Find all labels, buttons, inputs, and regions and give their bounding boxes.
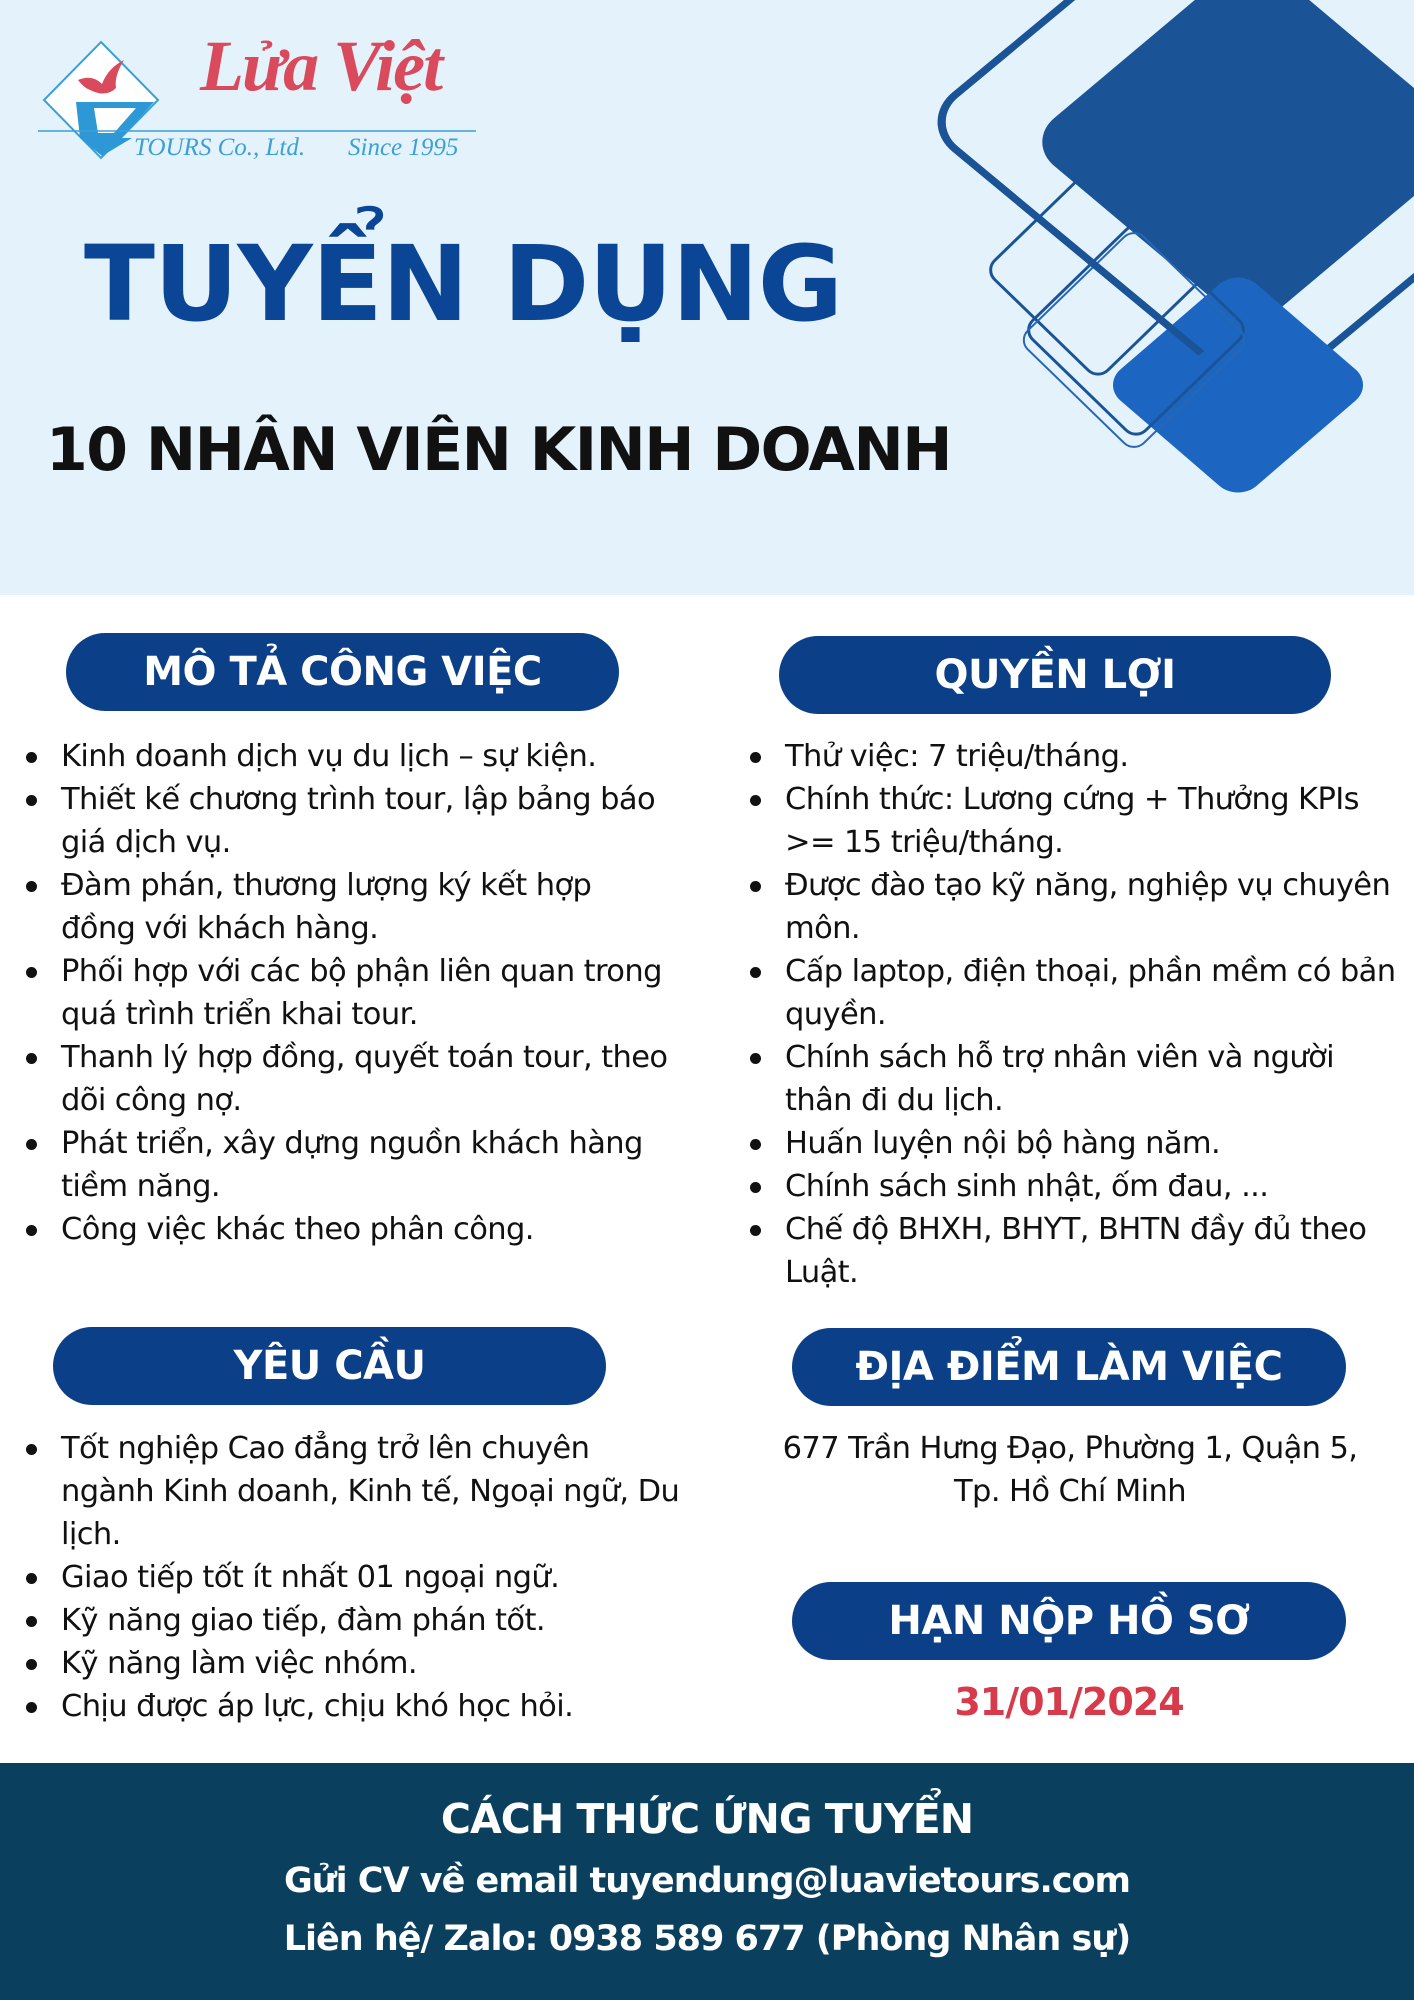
list-item: Chịu được áp lực, chịu khó học hỏi. xyxy=(24,1685,684,1728)
list-item: Kinh doanh dịch vụ du lịch – sự kiện. xyxy=(24,735,674,778)
address-line-2: Tp. Hồ Chí Minh xyxy=(954,1474,1186,1509)
hero-banner xyxy=(0,0,1414,595)
list-item: Chế độ BHXH, BHYT, BHTN đầy đủ theo Luật. xyxy=(748,1208,1398,1294)
list-item: Cấp laptop, điện thoại, phần mềm có bản quyền. xyxy=(748,950,1398,1036)
apply-footer xyxy=(0,1763,1414,2000)
list-item: Chính sách hỗ trợ nhân viên và người thân đi du lịch. xyxy=(748,1036,1398,1122)
list-item: Được đào tạo kỹ năng, nghiệp vụ chuyên môn. xyxy=(748,864,1398,950)
work-address xyxy=(730,1427,1410,1513)
section-heading-job-description: MÔ TẢ CÔNG VIỆC xyxy=(66,633,619,711)
list-item: Thanh lý hợp đồng, quyết toán tour, theo dõi công nợ. xyxy=(24,1036,674,1122)
deadline-date: 31/01/2024 xyxy=(954,1680,1184,1724)
section-heading-benefits: QUYỀN LỢI xyxy=(779,636,1331,714)
list-item: Phát triển, xây dựng nguồn khách hàng tiềm năng. xyxy=(24,1122,674,1208)
list-item: Kỹ năng làm việc nhóm. xyxy=(24,1642,684,1685)
list-item: Giao tiếp tốt ít nhất 01 ngoại ngữ. xyxy=(24,1556,684,1599)
apply-email-line[interactable]: Gửi CV về email tuyendung@luavietours.com xyxy=(283,1861,1130,1901)
list-item: Chính sách sinh nhật, ốm đau, ... xyxy=(748,1165,1398,1208)
benefits-list xyxy=(748,735,1398,1294)
job-description-list xyxy=(24,735,674,1251)
brand-tagline-left: TOURS Co., Ltd. xyxy=(134,134,306,161)
section-heading-location: ĐỊA ĐIỂM LÀM VIỆC xyxy=(792,1328,1346,1406)
list-item: Thiết kế chương trình tour, lập bảng báo giá dịch vụ. xyxy=(24,778,674,864)
apply-contact-line[interactable]: Liên hệ/ Zalo: 0938 589 677 (Phòng Nhân sự) xyxy=(283,1919,1131,1959)
page-title: TUYỂN DỤNG xyxy=(84,223,843,345)
list-item: Đàm phán, thương lượng ký kết hợp đồng với khách hàng. xyxy=(24,864,674,950)
list-item: Tốt nghiệp Cao đẳng trở lên chuyên ngành Kinh doanh, Kinh tế, Ngoại ngữ, Du lịch. xyxy=(24,1427,684,1556)
requirements-list xyxy=(24,1427,684,1728)
section-heading-requirements: YÊU CẦU xyxy=(53,1327,606,1405)
list-item: Thử việc: 7 triệu/tháng. xyxy=(748,735,1398,778)
list-item: Kỹ năng giao tiếp, đàm phán tốt. xyxy=(24,1599,684,1642)
list-item: Phối hợp với các bộ phận liên quan trong quá trình triển khai tour. xyxy=(24,950,674,1036)
apply-heading: CÁCH THỨC ỨNG TUYỂN xyxy=(440,1795,974,1843)
page-subtitle: 10 NHÂN VIÊN KINH DOANH xyxy=(46,415,951,485)
brand-tagline-right: Since 1995 xyxy=(348,134,459,161)
brand-name: Lửa Việt xyxy=(200,26,442,106)
list-item: Công việc khác theo phân công. xyxy=(24,1208,674,1251)
address-line-1: 677 Trần Hưng Đạo, Phường 1, Quận 5, xyxy=(782,1431,1358,1466)
section-heading-deadline: HẠN NỘP HỒ SƠ xyxy=(792,1582,1346,1660)
list-item: Huấn luyện nội bộ hàng năm. xyxy=(748,1122,1398,1165)
list-item: Chính thức: Lương cứng + Thưởng KPIs >= 15 triệu/tháng. xyxy=(748,778,1398,864)
